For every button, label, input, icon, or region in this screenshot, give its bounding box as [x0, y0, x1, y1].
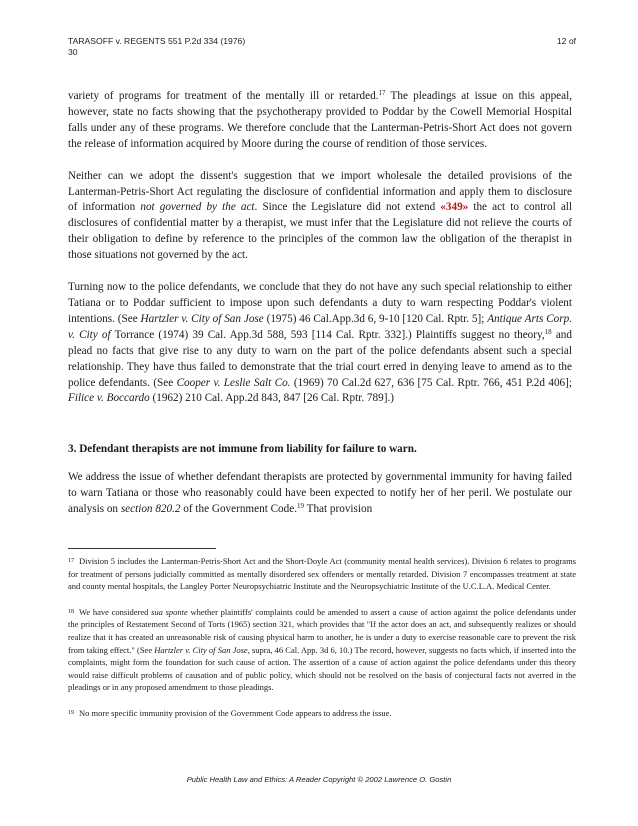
running-header [68, 36, 576, 58]
footnote-divider [68, 548, 216, 549]
emphasis: not governed by the act [140, 201, 255, 214]
case-citation: Filice v. Boccardo [68, 392, 150, 405]
footnote-18: $^{18}$ We have considered sua sponte whether plaintiffs' complaints could be amended to assert a cause of action against the police defendants under the principles of Restatement Second of Torts (1965) section 321, which provides that "If the actor does an act, and subsequently realizes or should realize that it has created an unreasonable risk of causing physical harm to another, he is under a duty to exercise reasonable care to prevent the risk from taking effect." (See Hartzler v. City of San Jose, supra, 46 Cal. App. 3d 6, 10.) The record, however, suggests no facts which, if inserted into the complaints, might form the foundation for such cause of action. The assertion of a cause of action against the police defendants under this theory would raise difficult problems of causation and of public policy, which should not be resolved on the basis of conjectural facts not averred in the pleadings or in any proposed amendment to those pleadings. [68, 606, 577, 693]
main-text [68, 89, 572, 518]
paragraph: Neither can we adopt the dissent's suggestion that we import wholesale the detailed provisions of the Lanterman-Petris-Short Act regulating the disclosure of confidential information and apply them to disclosure of information not governed by the act. Since the Legislature did not extend «349» the act to control all disclosures of confidential matter by a therapist, we must infer that the Legislature did not relieve the courts of their obligation to define by reference to the principles of the common law the obligation of the therapist in those situations not governed by the act. [68, 169, 573, 262]
footnote-ref[interactable]: 19 [297, 502, 305, 511]
case-citation: Cooper v. Leslie Salt Co. [176, 376, 291, 389]
case-title: TARASOFF v. REGENTS 551 P.2d 334 (1976) [68, 36, 246, 46]
paragraph: We address the issue of whether defendant therapists are protected by governmental immunity for having failed to warn Tatiana or those who reasonably could have been expected to notify her of her peril. We postulate our analysis on section 820.2 of the Government Code.$^{19}$ That provision [68, 471, 572, 516]
footnote-19: $^{19}$ No more specific immunity provision of the Government Code appears to address the issue. [68, 707, 392, 718]
footnote-ref[interactable]: 18 [544, 327, 552, 336]
section-heading: 3. Defendant therapists are not immune from liability for failure to warn. [68, 443, 417, 456]
page-total: 30 [68, 47, 78, 57]
footnotes [68, 555, 576, 733]
page-number: 12 of [556, 36, 576, 46]
pin-cite: «349» [440, 201, 469, 214]
footnote-ref[interactable]: 17 [378, 89, 386, 97]
paragraph: variety of programs for treatment of the mentally ill or retarded.$^{17}$ The pleadings at issue on this appeal, however, state no facts showing that the psychotherapy provided to Poddar by the Cowell Memorial Hospital falls under any of these programs. We therefore conclude that the Lanterman-Petris-Short Act does not govern the release of information acquired by Moore during the course of rendition of those services. [68, 89, 573, 150]
paragraph: Turning now to the police defendants, we conclude that they do not have any such special relationship to either Tatiana or to Poddar sufficient to impose upon such defendants a duty to warn respecting Poddar's violent intentions. (See Hartzler v. City of San Jose (1975) 46 Cal.App.3d 6, 9-10 [120 Cal. Rptr. 5]; Antique Arts Corp. v. City of Torrance (1974) 39 Cal. App.3d 588, 593 [114 Cal. Rptr. 332].) Plaintiffs suggest no theory,$^{18}$ and plead no facts that give rise to any duty to warn on the part of the police defendants absent such a special relationship. They have thus failed to demonstrate that the trial court erred in denying leave to amend as to the police defendants. (See Cooper v. Leslie Salt Co. (1969) 70 Cal.2d 627, 636 [75 Cal. Rptr. 766, 451 P.2d 406]; Filice v. Boccardo (1962) 210 Cal. App.2d 843, 847 [26 Cal. Rptr. 789].) [68, 281, 572, 405]
code-citation: section 820.2 [120, 503, 181, 516]
case-citation: Hartzler v. City of San Jose [140, 312, 264, 325]
page-footer: Public Health Law and Ethics: A Reader Copyright © 2002 Lawrence O. Gostin [186, 775, 452, 784]
footnote-17: $^{17}$ Division 5 includes the Lanterman-Petris-Short Act and the Short-Doyle Act (community mental health services). Division 6 relates to programs for treatment of persons judicially committed as mentally disordered sex offenders or mentally retarded. Division 7 encompasses treatment at state and county mental hospitals, the Langley Porter Neuropsychiatric Institute and the Neuropsychiatric Institute of the U.C.L.A. Medical Center. [68, 556, 576, 592]
case-citation: Antique Arts Corp. v. City of [68, 312, 572, 341]
